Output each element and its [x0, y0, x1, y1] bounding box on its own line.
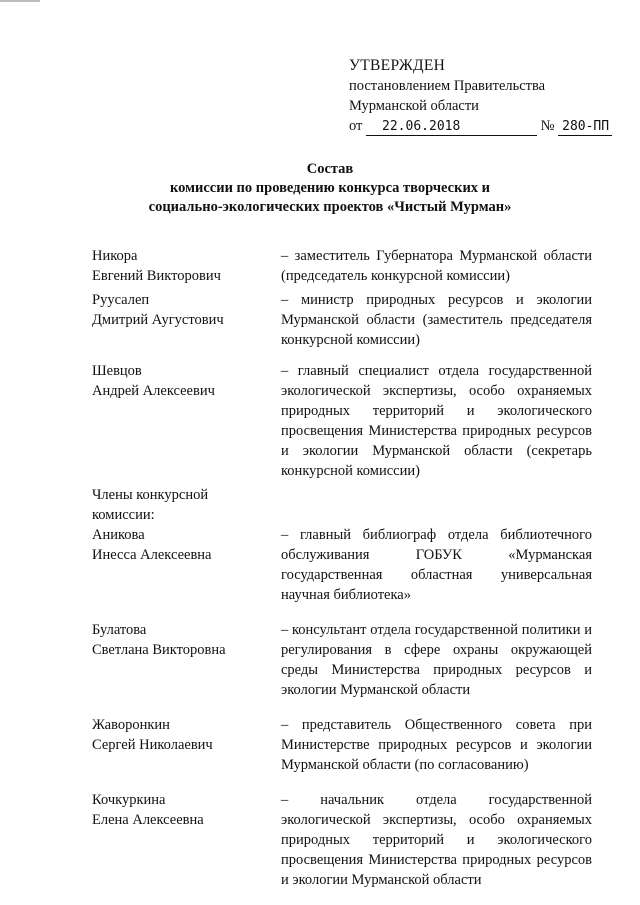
- approval-line-2: Мурманской области: [349, 98, 479, 114]
- member-role: – главный специалист отдела государственной экологической экспертизы, особо охраняемых природных территорий и экологического просвещения Министерства природных ресурсов и экологии Мурманской области (секретарь конкурсной комиссии): [281, 363, 592, 479]
- member-given-name: Инесса Алексеевна: [92, 547, 212, 563]
- member-row: [92, 790, 592, 890]
- member-row: [92, 525, 592, 605]
- member-role: – главный библиограф отдела библиотечного обслуживания ГОБУК «Мурманская государственная областная универсальная научная библиотека»: [281, 527, 592, 603]
- title-line-1: Состав: [306, 161, 354, 177]
- member-given-name: Сергей Николаевич: [92, 737, 213, 753]
- member-surname: Жаворонкин: [92, 717, 170, 733]
- commission-roster: [92, 246, 592, 890]
- member-name: [92, 290, 281, 350]
- member-given-name: Евгений Викторович: [92, 268, 221, 284]
- approval-number: 280-ПП: [558, 119, 612, 136]
- member-name: [92, 246, 281, 286]
- approval-block: [349, 56, 609, 136]
- member-surname: Булатова: [92, 622, 147, 638]
- member-name: [92, 715, 281, 775]
- member-row: [92, 620, 592, 700]
- member-given-name: Светлана Викторовна: [92, 642, 226, 658]
- approval-date-line: [349, 116, 609, 136]
- member-role: – консультант отдела государственной политики и регулирования в сфере охраны окружающей среды Министерства природных ресурсов и экологии Мурманской области: [281, 622, 592, 698]
- members-label-line-2: комиссии:: [92, 507, 155, 523]
- member-given-name: Дмитрий Аугустович: [92, 312, 224, 328]
- member-surname: Шевцов: [92, 363, 142, 379]
- members-section-label: [92, 485, 592, 525]
- member-name: [92, 361, 281, 481]
- member-name: [92, 790, 281, 890]
- member-surname: Никора: [92, 248, 138, 264]
- document-title: [100, 160, 560, 217]
- member-role: – заместитель Губернатора Мурманской области (председатель конкурсной комиссии): [281, 248, 592, 284]
- member-role: – министр природных ресурсов и экологии Мурманской области (заместитель председателя конкурсной комиссии): [281, 292, 592, 348]
- approval-heading: УТВЕРЖДЕН: [349, 57, 446, 74]
- title-line-2: комиссии по проведению конкурса творческих и: [169, 180, 491, 196]
- member-row: [92, 715, 592, 775]
- member-given-name: Андрей Алексеевич: [92, 383, 215, 399]
- member-name: [92, 525, 281, 605]
- member-role: – представитель Общественного совета при Министерстве природных ресурсов и экологии Мурманской области (по согласованию): [281, 717, 592, 773]
- member-role: – начальник отдела государственной экологической экспертизы, особо охраняемых природных территорий и экологического просвещения Министерства природных ресурсов и экологии Мурманской области: [281, 792, 592, 888]
- scan-edge-mark: [0, 0, 40, 2]
- member-surname: Аникова: [92, 527, 145, 543]
- from-label: от: [349, 118, 363, 134]
- number-label: №: [540, 118, 555, 134]
- member-surname: Кочкуркина: [92, 792, 166, 808]
- member-row: [92, 246, 592, 286]
- member-name: [92, 620, 281, 700]
- approval-date: 22.06.2018: [366, 119, 537, 136]
- member-surname: Руусалеп: [92, 292, 150, 308]
- member-row: [92, 290, 592, 350]
- member-row: [92, 361, 592, 481]
- members-label-line-1: Члены конкурсной: [92, 487, 209, 503]
- title-line-3: социально-экологических проектов «Чистый Мурман»: [148, 199, 512, 215]
- member-given-name: Елена Алексеевна: [92, 812, 204, 828]
- approval-line-1: постановлением Правительства: [349, 78, 546, 94]
